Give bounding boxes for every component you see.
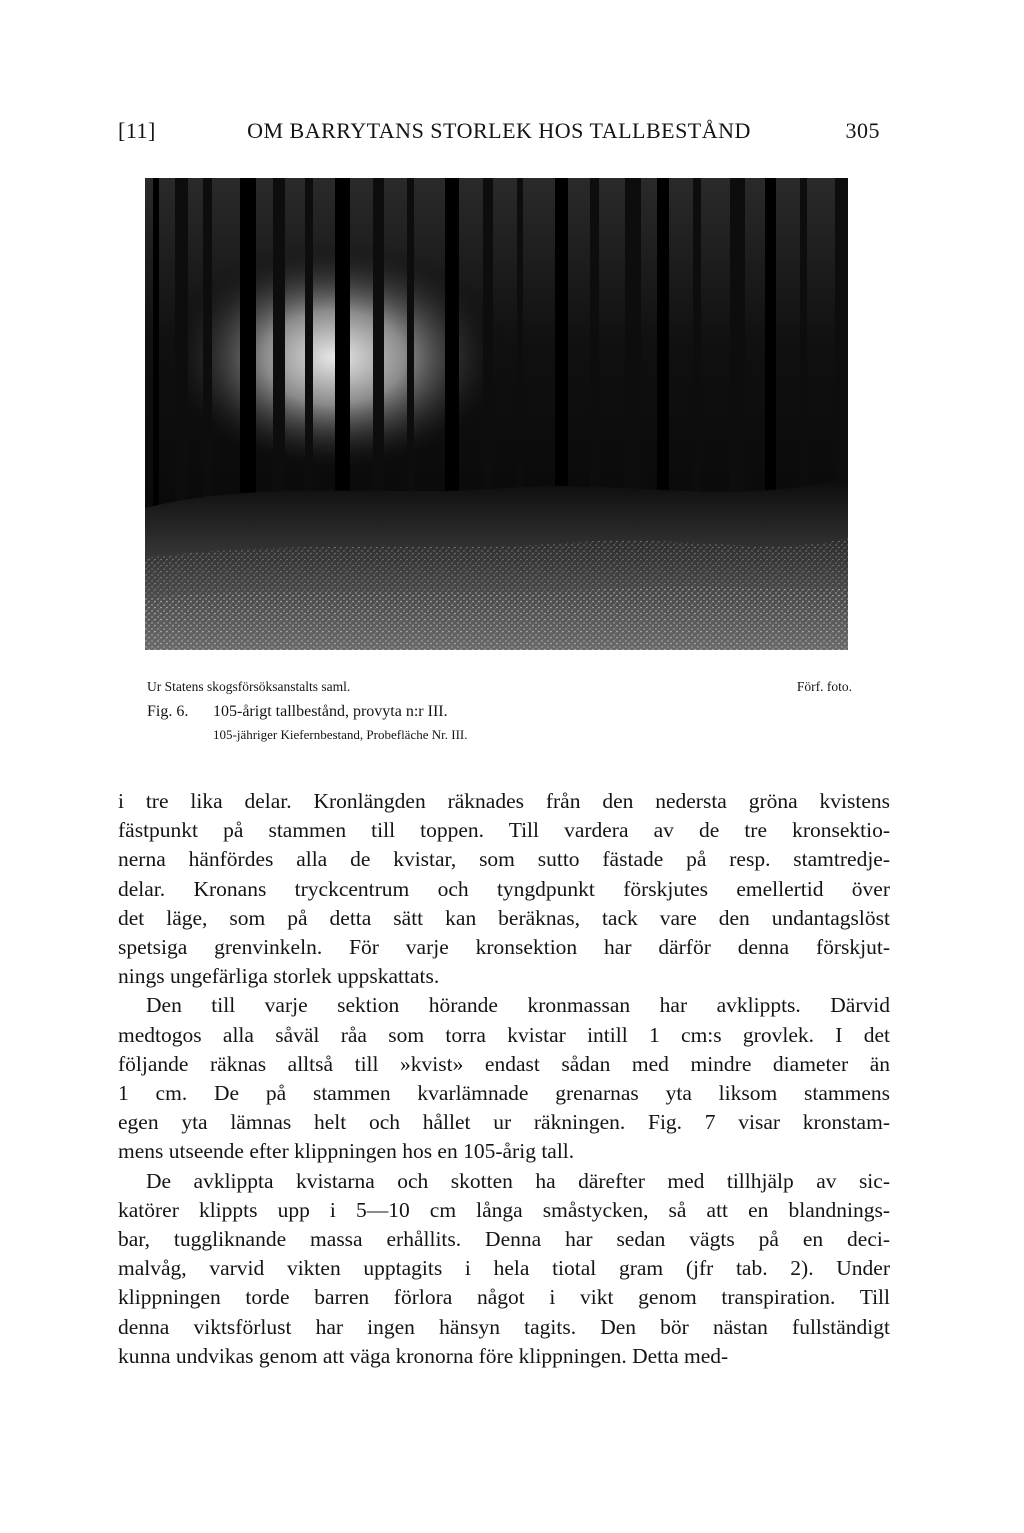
forest-photograph <box>145 178 848 650</box>
text-line: malvåg, varvid vikten upptagits i hela tiotal gram (jfr tab. 2). Under <box>118 1256 890 1281</box>
text-line: i tre lika delar. Kronlängden räknades från den nedersta gröna kvistens <box>118 789 890 813</box>
text-line: katörer klippts upp i 5—10 cm långa småstycken, så att en blandnings- <box>118 1197 890 1222</box>
tree-trunk <box>240 178 256 547</box>
tree-trunk <box>373 178 384 519</box>
forest-photo-image <box>145 178 848 650</box>
page-number: 305 <box>845 118 880 143</box>
tree-trunk <box>657 178 669 543</box>
running-head <box>118 118 880 148</box>
photo-credit-row <box>147 679 852 697</box>
caption-german: 105-jähriger Kiefernbestand, Probefläche Nr. III. <box>213 727 468 742</box>
tree-trunk <box>175 178 188 521</box>
paragraph <box>118 787 890 991</box>
tree-trunk <box>445 178 459 545</box>
paragraph <box>118 1167 890 1371</box>
section-number: [11] <box>118 118 156 143</box>
text-line: klippningen torde barren förlora något i vikt genom transpiration. Till <box>118 1285 890 1310</box>
text-line: De avklippta kvistarna och skotten ha därefter med tillhjälp av sic- <box>146 1168 890 1193</box>
tree-trunk <box>153 178 159 508</box>
paragraph <box>118 991 890 1166</box>
tree-trunk <box>625 178 641 530</box>
tree-trunk <box>483 178 493 518</box>
collection-credit: Ur Statens skogsförsöksanstalts saml. <box>147 679 351 694</box>
tree-trunk <box>407 178 414 532</box>
text-line: det läge, som på detta sätt kan beräknas, tack vare den undantagslöst <box>118 905 890 930</box>
page-title: OM BARRYTANS STORLEK HOS TALLBESTÅND <box>247 118 751 143</box>
text-line: fästpunkt på stammen till toppen. Till vardera av de tre kronsektio- <box>118 818 890 843</box>
text-line: egen yta lämnas helt och hållet ur räkningen. Fig. 7 visar kronstam- <box>118 1110 890 1135</box>
text-line: denna viktsförlust har ingen hänsyn tagits. Den bör nästan fullständigt <box>118 1314 890 1339</box>
figure-label: Fig. 6. <box>147 703 189 720</box>
text-line: nerna hänfördes alla de kvistar, som sutto fästade på resp. stamtredje- <box>118 847 890 872</box>
tree-trunk <box>693 178 701 516</box>
text-line: delar. Kronans tryckcentrum och tyngdpunkt förskjutes emellertid över <box>118 876 890 901</box>
tree-trunk <box>765 178 776 542</box>
text-line: följande räknas alltså till »kvist» endast sådan med mindre diameter än <box>118 1051 890 1076</box>
figure-caption <box>147 703 448 721</box>
text-line: spetsiga grenvinkeln. För varje kronsektion har därför denna förskjut- <box>118 935 890 960</box>
tree-trunk <box>800 178 807 515</box>
text-line: 1 cm. De på stammen kvarlämnade grenarnas yta liksom stammens <box>118 1081 890 1106</box>
tree-trunk <box>835 178 848 528</box>
body-text <box>118 787 890 1371</box>
tree-trunk <box>517 178 523 531</box>
text-line: nings ungefärliga storlek uppskattats. <box>118 964 440 989</box>
caption-swedish: 105-årigt tallbestånd, provyta n:r III. <box>213 703 448 720</box>
text-line: bar, tuggliknande massa erhållits. Denna har sedan vägts på en deci- <box>118 1227 890 1252</box>
tree-trunk <box>590 178 599 517</box>
tree-trunk <box>273 178 285 520</box>
text-line: medtogos alla såväl råa som torra kvistar intill 1 cm:s grovlek. I det <box>118 1022 890 1047</box>
tree-trunk <box>305 178 313 533</box>
text-line: Den till varje sektion hörande kronmassan har avklippts. Därvid <box>146 993 890 1018</box>
tree-trunk <box>203 178 212 534</box>
tree-trunk <box>730 178 745 529</box>
text-line: kunna undvikas genom att väga kronorna före klippningen. Detta med- <box>118 1343 729 1368</box>
photographer-credit: Förf. foto. <box>796 679 852 694</box>
text-line: mens utseende efter klippningen hos en 105-årig tall. <box>118 1139 575 1164</box>
